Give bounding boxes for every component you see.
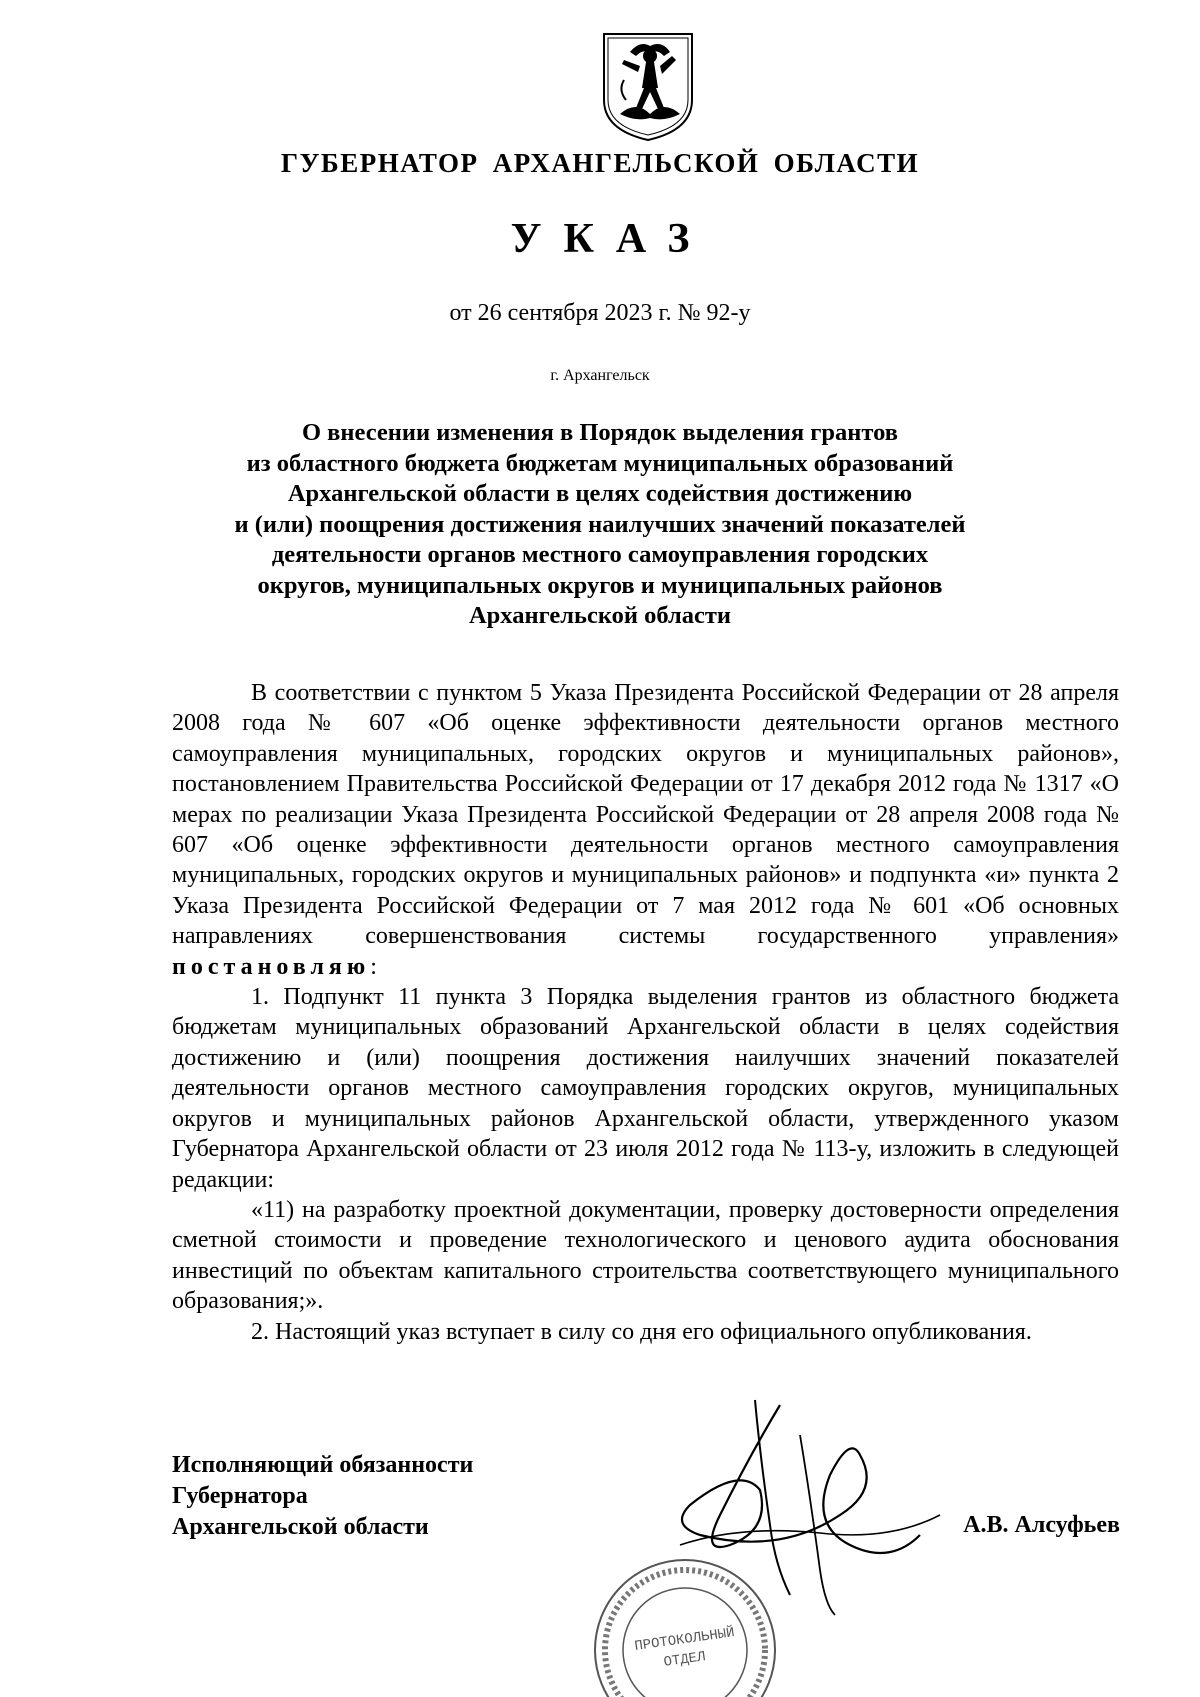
coat-of-arms-icon [600,30,696,142]
document-type: УКАЗ [510,216,712,262]
title-line: Архангельской области в целях содействия достижению [287,480,913,507]
document-title [190,418,1010,632]
title-line: О внесении изменения в Порядок выделения грантов [302,419,898,446]
preamble-text: В соответствии с пунктом 5 Указа Президента Российской Федерации от 28 апреля 2008 года № 607 «Об оценке эффективности деятельности органов местного самоуправления муниципальных, городских округов и муниципальных районов», постановлением Правительства Российской Федерации от 17 декабря 2012 года № 1317 «О мерах по реализации Указа Президента Российской Федерации от 28 апреля 2008 года № 607 «Об оценке эффективности деятельности органов местного самоуправления муниципальных, городских округов и муниципальных районов» и подпункта «и» пункта 2 Указа Президента Российской Федерации от 7 мая 2012 года № 601 «Об основных направлениях совершенствования системы государственного управления» [172,680,1119,950]
preamble-paragraph [172,678,1119,982]
signatory-position-line: Архангельской области [172,1514,429,1540]
title-line: Архангельской области [468,602,732,629]
item-2-paragraph: 2. Настоящий указ вступает в силу со дня его официального опубликования. [251,1318,1032,1345]
title-line: из областного бюджета бюджетам муниципальных образований [246,449,954,477]
signatory-position [172,1450,473,1543]
item-1-paragraph: 1. Подпункт 11 пункта 3 Порядка выделения грантов из областного бюджета бюджетам муниципальных образований Архангельской области в целях содействия достижению и (или) поощрения достижения наилучших значений показателей деятельности органов местного самоуправления городских округов, муниципальных округов и муниципальных районов Архангельской области, утвержденного указом Губернатора Архангельской области от 23 июля 2012 года № 113-у, изложить в следующей редакции: [172,984,1119,1193]
official-stamp-icon [590,1555,780,1697]
item-1-quote-paragraph: «11) на разработку проектной документации, проверку достоверности определения сметной стоимости и проведение технологического и ценового аудита обоснования инвестиций по объектам капитального строительства соответствующего муниципального образования;». [172,1196,1119,1315]
svg-text:ОТДЕЛ: ОТДЕЛ [662,1649,707,1671]
title-line: и (или) поощрения достижения наилучших значений показателей [234,510,966,538]
title-line: округов, муниципальных округов и муниципальных районов [257,571,943,599]
title-line: деятельности органов местного самоуправления городских [271,541,929,568]
decree-word: постановляю [172,953,371,980]
document-body [172,678,1119,1347]
document-date-number: от 26 сентября 2023 г. № 92-у [449,300,751,326]
decree-colon: : [370,953,377,980]
signatory-name: А.В. Алсуфьев [963,1512,1120,1538]
signatory-position-line: Губернатора [172,1483,308,1509]
svg-text:ПРОТОКОЛЬНЫЙ: ПРОТОКОЛЬНЫЙ [633,1625,736,1655]
document-city: г. Архангельск [550,367,650,384]
signatory-position-line: Исполняющий обязанности [172,1452,474,1478]
authority-heading: ГУБЕРНАТОР АРХАНГЕЛЬСКОЙ ОБЛАСТИ [280,148,920,178]
